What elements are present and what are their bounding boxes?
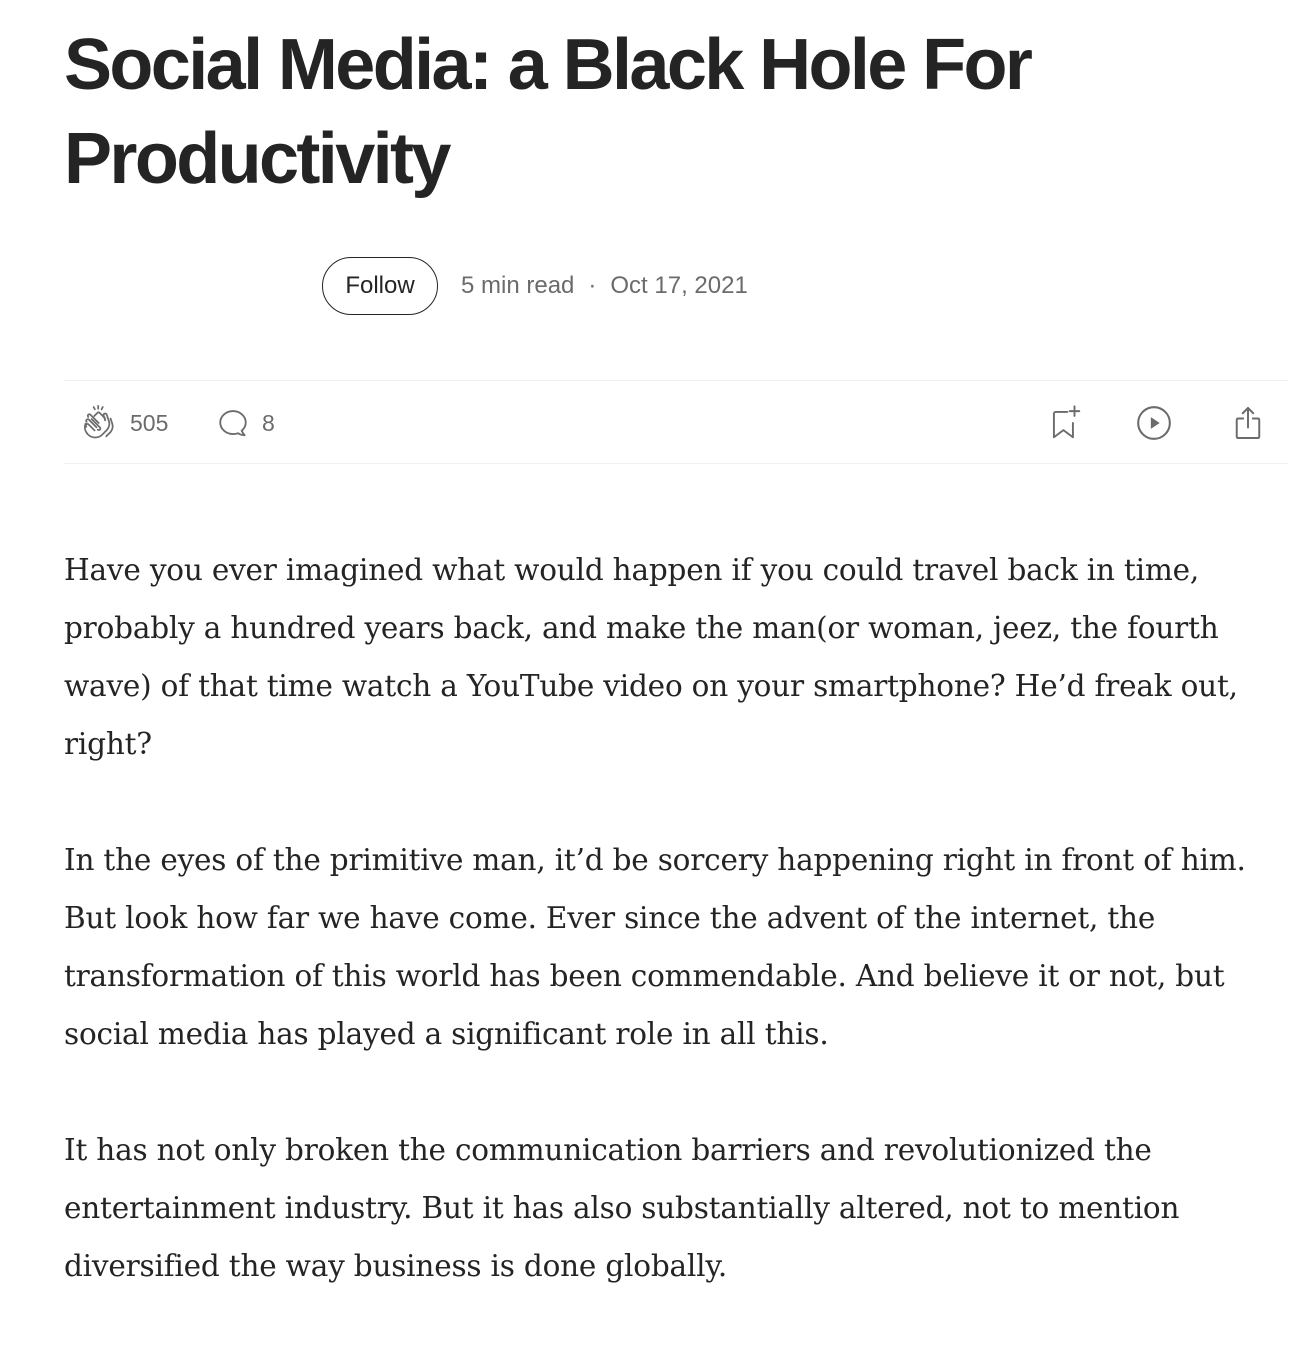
bookmark-add-icon[interactable] [1045, 403, 1085, 443]
clap-button[interactable] [80, 403, 168, 443]
follow-button[interactable]: Follow [322, 257, 438, 315]
response-count: 8 [262, 409, 275, 436]
responses-button[interactable] [216, 403, 275, 443]
article-meta [461, 272, 748, 300]
speech-bubble-icon[interactable] [216, 406, 250, 440]
read-time: 5 min read [461, 272, 575, 299]
article-body [64, 541, 1286, 1353]
author-info [64, 261, 154, 311]
publish-date: Oct 17, 2021 [610, 272, 748, 299]
meta-separator: · [588, 272, 597, 299]
clap-icon[interactable] [80, 404, 118, 442]
article-title: Social Media: a Black Hole For Productivity [64, 25, 1031, 199]
action-bar [64, 380, 1288, 464]
byline [64, 256, 748, 316]
paragraph: It has not only broken the communication barriers and revolutionized the entertainment industry. But it has also substantially altered, not to mention diversified the way business is done globally. [64, 1133, 1180, 1283]
paragraph: In the eyes of the primitive man, it’d be sorcery happening right in front of him. But look how far we have come. Ever since the advent of the internet, the transformation of this world has been commendable. And believe it or not, but social media has played a significant role in all this. [64, 843, 1246, 1051]
paragraph: Have you ever imagined what would happen if you could travel back in time, probably a hundred years back, and make the man(or woman, jeez, the fourth wave) of that time watch a YouTube video on your smartphone? He’d freak out, right? [64, 553, 1238, 761]
clap-count: 505 [130, 409, 169, 436]
share-icon[interactable] [1228, 403, 1268, 443]
play-circle-icon[interactable] [1134, 403, 1174, 443]
